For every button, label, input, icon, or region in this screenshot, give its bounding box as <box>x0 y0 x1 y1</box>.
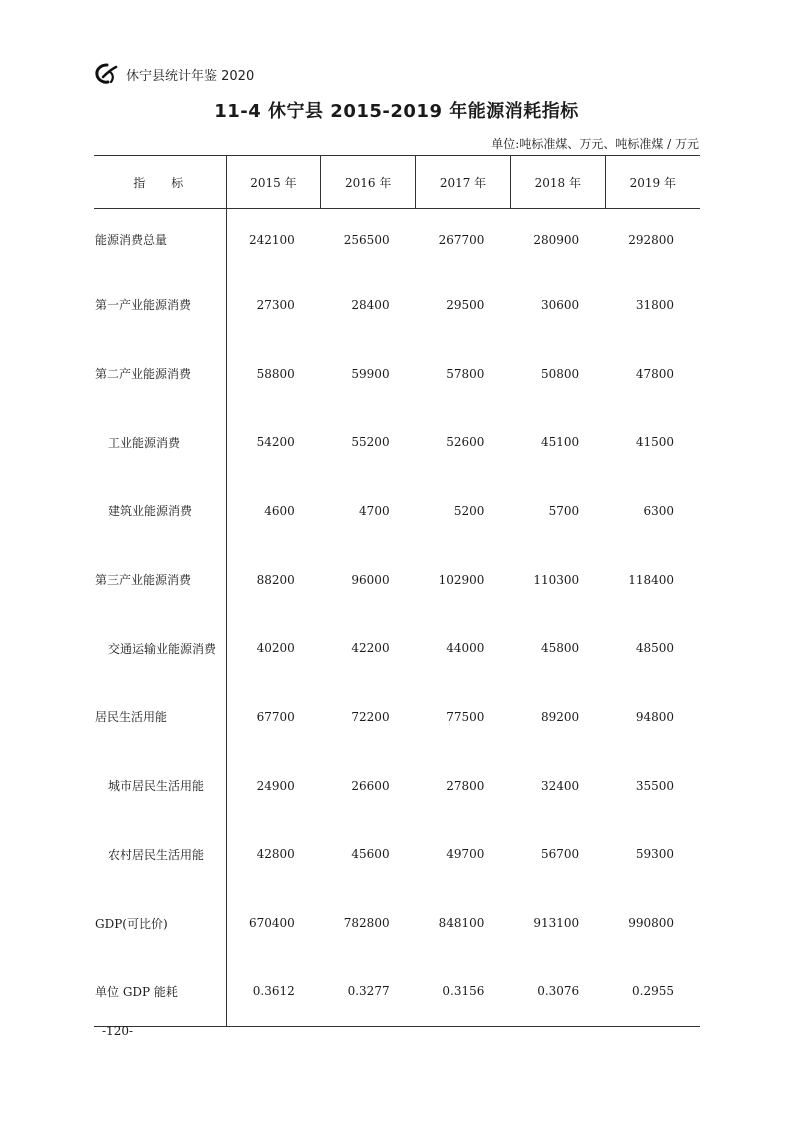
table-row <box>94 751 700 820</box>
table-row <box>94 614 700 683</box>
table-cell: 41500 <box>635 435 674 450</box>
table-cell: 26600 <box>351 778 390 793</box>
table-cell: 4700 <box>359 503 390 518</box>
table-cell: 59300 <box>635 847 674 862</box>
table-cell: 32400 <box>541 778 580 793</box>
table-cell: 280900 <box>533 232 580 247</box>
table-cell: 4600 <box>264 503 295 518</box>
table-header-row <box>94 156 700 209</box>
table-cell: 96000 <box>351 572 390 587</box>
row-label: 工业能源消费 <box>94 408 226 477</box>
table-cell: 242100 <box>248 232 295 247</box>
table-cell: 0.3076 <box>510 957 605 1026</box>
page-header <box>94 62 254 86</box>
table-cell: 54200 <box>256 435 295 450</box>
page-title: 11-4 休宁县 2015-2019 年能源消耗指标 <box>214 101 579 122</box>
energy-consumption-table <box>94 155 700 1027</box>
row-label: 建筑业能源消费 <box>94 477 226 546</box>
table-row <box>94 408 700 477</box>
table-row <box>94 209 700 271</box>
table-cell: 27800 <box>446 778 485 793</box>
table-cell: 40200 <box>256 641 295 656</box>
table-cell: 29500 <box>446 297 485 312</box>
table-cell: 44000 <box>446 641 485 656</box>
table-row <box>94 820 700 889</box>
unit-note: 单位:吨标准煤、万元、吨标准煤 / 万元 <box>491 137 699 151</box>
column-header: 2018 年 <box>510 156 605 209</box>
table-cell: 77500 <box>446 709 485 724</box>
table-cell: 848100 <box>438 916 485 931</box>
table-cell: 67700 <box>256 709 295 724</box>
table-cell: 59900 <box>351 366 390 381</box>
table-cell: 45600 <box>351 847 390 862</box>
column-header: 2015 年 <box>226 156 321 209</box>
column-header: 指标 <box>94 156 226 209</box>
column-header: 2016 年 <box>321 156 416 209</box>
table-cell: 256500 <box>343 232 390 247</box>
row-label: GDP(可比价) <box>94 889 226 958</box>
table-cell: 0.3277 <box>321 957 416 1026</box>
table-cell: 0.2955 <box>605 957 700 1026</box>
row-label: 第二产业能源消费 <box>94 339 226 408</box>
table-cell: 35500 <box>635 778 674 793</box>
table-cell: 28400 <box>351 297 390 312</box>
table-cell: 0.3612 <box>226 957 321 1026</box>
table-cell: 58800 <box>256 366 295 381</box>
table-cell: 782800 <box>343 916 390 931</box>
table-cell: 56700 <box>541 847 580 862</box>
column-header: 2019 年 <box>605 156 700 209</box>
table-cell: 48500 <box>635 641 674 656</box>
table-cell: 55200 <box>351 435 390 450</box>
table-cell: 110300 <box>533 572 580 587</box>
table-cell: 118400 <box>628 572 674 587</box>
yearbook-logo-icon <box>94 62 120 86</box>
table-row <box>94 477 700 546</box>
page-number: -120- <box>102 1024 134 1038</box>
row-label: 第一产业能源消费 <box>94 271 226 340</box>
table-cell: 102900 <box>438 572 485 587</box>
table-row <box>94 889 700 958</box>
table-cell: 89200 <box>541 709 580 724</box>
table-row <box>94 339 700 408</box>
table-cell: 670400 <box>248 916 295 931</box>
row-label: 第三产业能源消费 <box>94 545 226 614</box>
table-cell: 6300 <box>643 503 674 518</box>
row-label: 居民生活用能 <box>94 683 226 752</box>
table-row <box>94 271 700 340</box>
column-header: 2017 年 <box>416 156 511 209</box>
table-cell: 31800 <box>635 297 674 312</box>
table-cell: 24900 <box>256 778 295 793</box>
table-cell: 52600 <box>446 435 485 450</box>
yearbook-title: 休宁县统计年鉴 2020 <box>126 68 255 84</box>
table-cell: 30600 <box>541 297 580 312</box>
row-label: 能源消费总量 <box>94 209 226 271</box>
row-label: 交通运输业能源消费 <box>94 614 226 683</box>
table-cell: 292800 <box>628 232 674 247</box>
table-cell: 47800 <box>635 366 674 381</box>
table-cell: 72200 <box>351 709 390 724</box>
row-label: 农村居民生活用能 <box>94 820 226 889</box>
table-cell: 57800 <box>446 366 485 381</box>
table-cell: 5200 <box>453 503 485 518</box>
table-cell: 990800 <box>628 916 674 931</box>
table-cell: 913100 <box>533 916 580 931</box>
table-cell: 5700 <box>548 503 580 518</box>
table-body <box>94 209 700 1027</box>
table-cell: 50800 <box>541 366 580 381</box>
table-cell: 49700 <box>446 847 485 862</box>
table-cell: 45100 <box>541 435 580 450</box>
table-cell: 42800 <box>256 847 295 862</box>
table-cell: 267700 <box>438 232 485 247</box>
table-cell: 0.3156 <box>416 957 511 1026</box>
table-cell: 88200 <box>256 572 295 587</box>
table-row <box>94 545 700 614</box>
row-label: 单位 GDP 能耗 <box>94 957 226 1026</box>
table-cell: 45800 <box>541 641 580 656</box>
table-cell: 27300 <box>256 297 295 312</box>
row-label: 城市居民生活用能 <box>94 751 226 820</box>
table-row <box>94 957 700 1026</box>
table-cell: 94800 <box>635 709 674 724</box>
table-cell: 42200 <box>351 641 390 656</box>
table-row <box>94 683 700 752</box>
